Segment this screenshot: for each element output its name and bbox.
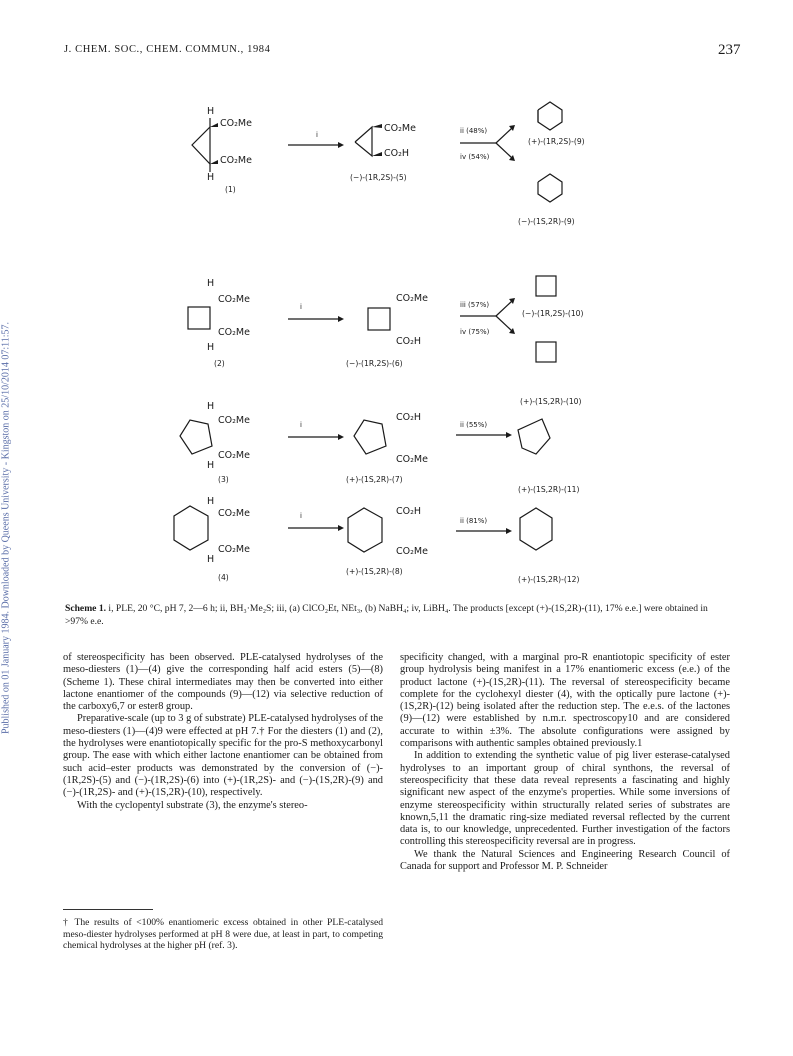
product-10a [522, 276, 583, 318]
svg-text:CO₂Me: CO₂Me [396, 454, 428, 465]
h-label: H [207, 172, 215, 183]
svg-text:CO₂Me: CO₂Me [218, 415, 250, 426]
arrow [288, 421, 344, 440]
compound-label: (−)-(1R,2S)-(5) [350, 173, 407, 182]
compound-5 [350, 123, 416, 182]
svg-text:CO₂Me: CO₂Me [396, 293, 428, 304]
caption-label: Scheme 1. [65, 603, 107, 614]
svg-text:iii (57%): iii (57%) [460, 301, 490, 309]
svg-text:CO₂H: CO₂H [384, 148, 410, 159]
paragraph: We thank the Natural Sciences and Engineering Research Council of Canada for support and Professor M. P. Schneider [400, 848, 730, 873]
svg-text:CO₂Me: CO₂Me [218, 294, 250, 305]
svg-text:(−)-(1S,2R)-(9): (−)-(1S,2R)-(9) [518, 217, 575, 226]
svg-text:ii (81%): ii (81%) [460, 517, 488, 525]
co2me-label: CO₂Me [220, 155, 252, 166]
paragraph: specificity changed, with a marginal pro-R enantiotopic specificity of ester group hydrolysis being manifest in a 17% enantiomeric excess (e.e.) of the product lactone (+)-(1S,2R)-(11). The reversal of stereospecificity became complete for the cyclohexyl diester (4), with the optically pure lactone (+)-(1S,2R)-(12) being isolated after the reduction step. The e.e.s. of the lactones (9)—(12) were established by n.m.r. spectroscopy10 and are considered accurate to within ±3%. The absolute configurations were assigned by comparisons with authentic samples obtained previously.1 [400, 652, 730, 750]
svg-text:i: i [300, 512, 302, 520]
svg-text:H: H [207, 401, 215, 412]
svg-text:H: H [207, 496, 215, 507]
compound-6 [346, 293, 428, 368]
svg-text:i: i [300, 421, 302, 429]
footnote-rule [63, 909, 153, 910]
arrow-4 [456, 517, 512, 534]
journal-header: J. CHEM. SOC., CHEM. COMMUN., 1984 [64, 44, 271, 55]
svg-text:(−)-(1R,2S)-(6): (−)-(1R,2S)-(6) [346, 359, 403, 368]
reaction-scheme [170, 94, 630, 594]
download-watermark-text: Published on 01 January 1984. Downloaded by Queens University - Kingston on 25/10/2014 07:11:57. [0, 321, 12, 735]
scheme-caption [65, 603, 732, 628]
svg-text:(+)-(1S,2R)-(7): (+)-(1S,2R)-(7) [346, 475, 403, 484]
svg-text:ii (55%): ii (55%) [460, 421, 488, 429]
svg-text:iv (75%): iv (75%) [460, 328, 490, 336]
compound-1 [192, 106, 252, 194]
svg-text:iv (54%): iv (54%) [460, 153, 490, 161]
footnote: † The results of <100% enantiomeric excess obtained in other PLE-catalysed meso-diester hydrolyses performed at pH 8 were due, at least in part, to competing chemical hydrolyses at the higher pH (ref. 3). [63, 917, 383, 952]
svg-text:(+)-(1S,2R)-(8): (+)-(1S,2R)-(8) [346, 567, 403, 576]
arrow [288, 131, 344, 148]
h-label: H [207, 106, 215, 117]
product-12 [518, 508, 579, 584]
co2me-label: CO₂Me [220, 118, 252, 129]
svg-text:ii (48%): ii (48%) [460, 127, 488, 135]
branch-arrows-1 [460, 125, 515, 161]
paragraph: In addition to extending the synthetic value of pig liver esterase-catalysed hydrolyses to an important group of chiral synthons, the reversal of stereospecificity that these data reveal represents a fascinating and highly significant new aspect of the enzyme's properties. While some inversions of enzyme stereospecificity within structurally related series of substrates are known,5,11 the dramatic ring-size mediated reversal reflected by the current data is, to our knowledge, unprecedented. Further investigation of the factors controlling this stereospecificity reversal are in progress. [400, 750, 730, 848]
svg-text:(4): (4) [218, 573, 229, 582]
svg-text:H: H [207, 342, 215, 353]
svg-text:i: i [316, 131, 318, 139]
svg-text:(+)-(1R,2S)-(9): (+)-(1R,2S)-(9) [528, 137, 585, 146]
svg-text:CO₂Me: CO₂Me [218, 508, 250, 519]
svg-text:CO₂H: CO₂H [396, 336, 422, 347]
svg-text:CO₂Me: CO₂Me [218, 544, 250, 555]
page-number: 237 [718, 42, 741, 58]
svg-text:CO₂Me: CO₂Me [384, 123, 416, 134]
svg-text:(−)-(1R,2S)-(10): (−)-(1R,2S)-(10) [522, 309, 584, 318]
body-column-right [400, 652, 730, 873]
svg-text:i: i [300, 303, 302, 311]
svg-text:(+)-(1S,2R)-(12): (+)-(1S,2R)-(12) [518, 575, 580, 584]
svg-text:CO₂Me: CO₂Me [218, 327, 250, 338]
paragraph: Preparative-scale (up to 3 g of substrate) PLE-catalysed hydrolyses of the meso-diesters (1)—(4)9 were effected at pH 7.† For the diesters (1) and (2), the hydrolyses were enantiotopically specific for the pro-S methoxycarbonyl group. The ease with which either lactone enantiomer can be obtained from such acid–ester products was demonstrated by the conversion of (−)-(1R,2S)-(5) and (−)-(1R,2S)-(6) into (+)-(1R,2S)- and (−)-(1S,2R)-(9) and (−)-(1R,2S)- and (+)-(1S,2R)-(10), respectively. [63, 713, 383, 799]
arrow-3 [456, 421, 512, 438]
compound-4 [174, 496, 250, 582]
arrow [288, 512, 344, 531]
svg-text:CO₂H: CO₂H [396, 412, 422, 423]
compound-8 [346, 506, 428, 576]
compound-7 [346, 412, 428, 484]
product-11 [518, 419, 579, 494]
product-10b [520, 342, 581, 406]
paragraph: With the cyclopentyl substrate (3), the enzyme's stereo- [77, 799, 308, 811]
product-9b [518, 174, 575, 226]
svg-text:H: H [207, 460, 215, 471]
arrow [288, 303, 344, 322]
body-column-left [63, 652, 383, 812]
caption-text: i, PLE, 20 °C, pH 7, 2—6 h; ii, BH₃·Me₂S; iii, (a) ClCO₂Et, NEt₃, (b) NaBH₄; iv, LiBH₄. The products [except (+)-(1S,2R)-(11), 17% e.e.] were obtained in >97% e.e. [65, 603, 708, 627]
compound-3 [180, 401, 250, 484]
svg-text:CO₂Me: CO₂Me [218, 450, 250, 461]
svg-text:H: H [207, 554, 215, 565]
paragraph: of stereospecificity has been observed. PLE-catalysed hydrolyses of the meso-diesters (1)—(4) give the corresponding half acid esters (5)—(8) (Scheme 1). These chiral intermediates may then be converted into either lactone enantiomer of the compounds (9)—(12) via selective reduction of the carboxy6,7 or ester8 group. [63, 652, 383, 713]
product-9a [528, 102, 585, 146]
svg-text:(+)-(1S,2R)-(10): (+)-(1S,2R)-(10) [520, 397, 582, 406]
branch-arrows-2 [460, 298, 515, 336]
compound-2 [188, 278, 250, 368]
svg-text:(3): (3) [218, 475, 229, 484]
compound-label: (1) [225, 185, 236, 194]
svg-text:(2): (2) [214, 359, 225, 368]
download-watermark [0, 0, 16, 1056]
svg-text:CO₂Me: CO₂Me [396, 546, 428, 557]
svg-text:CO₂H: CO₂H [396, 506, 422, 517]
svg-text:H: H [207, 278, 215, 289]
svg-text:(+)-(1S,2R)-(11): (+)-(1S,2R)-(11) [518, 485, 580, 494]
